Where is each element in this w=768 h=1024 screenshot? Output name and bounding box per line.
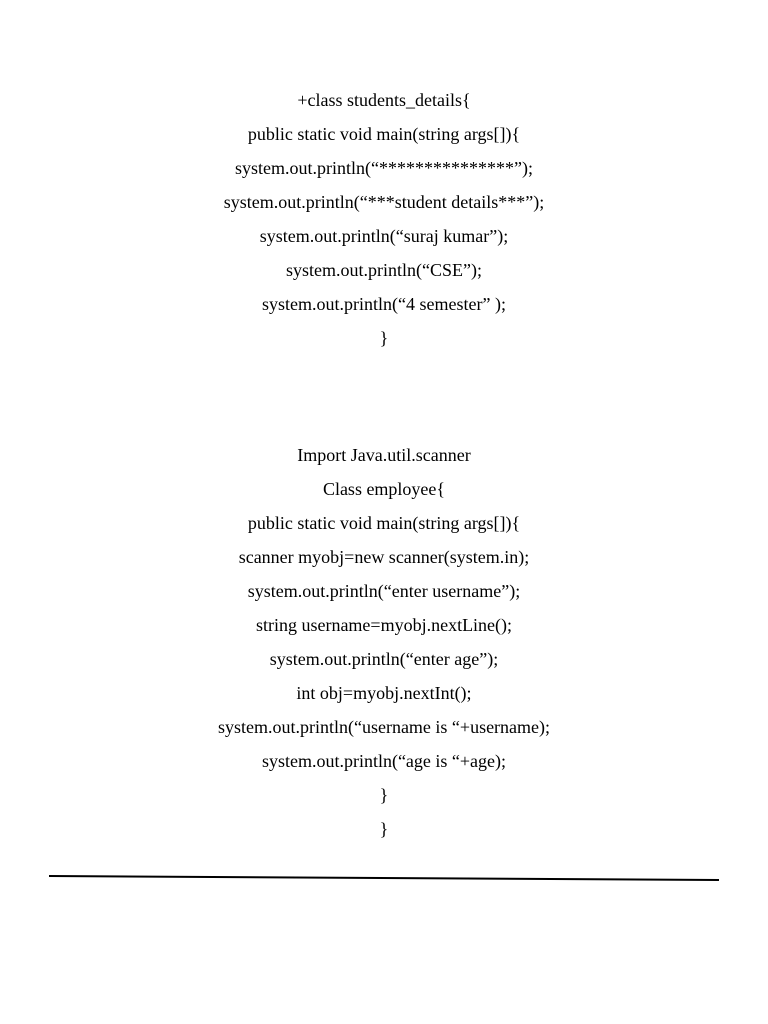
code-line: public static void main(string args[]){ xyxy=(247,124,521,144)
code-line: system.out.println(“suraj kumar”); xyxy=(259,226,509,246)
code-line: system.out.println(“enter age”); xyxy=(269,649,499,669)
code-line: scanner myobj=new scanner(system.in); xyxy=(238,547,530,567)
code-line: system.out.println(“age is “+age); xyxy=(261,751,507,771)
code-block-employee xyxy=(0,438,768,846)
code-line: public static void main(string args[]){ xyxy=(247,513,521,533)
code-line: system.out.println(“***student details***”); xyxy=(223,192,545,212)
code-line: system.out.println(“enter username”); xyxy=(247,581,521,601)
code-line: Class employee{ xyxy=(322,479,446,499)
horizontal-rule xyxy=(49,875,719,881)
code-line: } xyxy=(379,328,389,348)
code-line: string username=myobj.nextLine(); xyxy=(255,615,513,635)
code-line: Import Java.util.scanner xyxy=(297,445,471,465)
code-line: } xyxy=(379,785,389,805)
code-line: } xyxy=(379,819,389,839)
code-block-students-details xyxy=(0,83,768,355)
code-line: +class students_details{ xyxy=(297,90,471,110)
code-line: system.out.println(“CSE”); xyxy=(286,260,482,280)
code-line: system.out.println(“***************”); xyxy=(235,158,533,178)
code-line: system.out.println(“username is “+username); xyxy=(217,717,551,737)
code-line: system.out.println(“4 semester” ); xyxy=(262,294,506,314)
code-line: int obj=myobj.nextInt(); xyxy=(296,683,472,703)
